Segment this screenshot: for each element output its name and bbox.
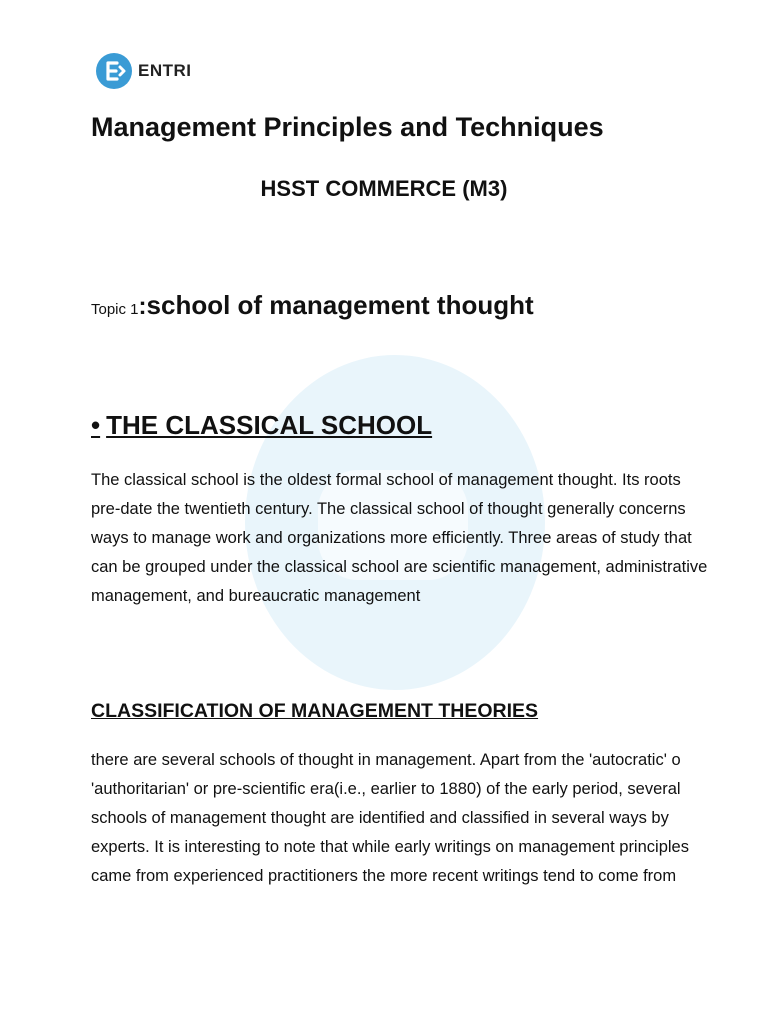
section-paragraph-classical-school: The classical school is the oldest formal school of management thought. Its roots pre-date the twentieth century. The classical school of thought generally concerns ways to manage work and organizations more efficiently. Three areas of study that can be grouped under the classical school are scientific management, administrative management, and bureaucratic management bbox=[91, 471, 708, 605]
entri-logo bbox=[96, 53, 192, 89]
topic-separator: : bbox=[138, 293, 147, 320]
logo-text: ENTRI bbox=[138, 61, 192, 80]
section-heading-text: THE CLASSICAL SCHOOL bbox=[106, 410, 433, 440]
document-subtitle: HSST COMMERCE (M3) bbox=[260, 176, 508, 201]
topic-heading bbox=[91, 290, 534, 321]
section-heading-classification: CLASSIFICATION OF MANAGEMENT THEORIES bbox=[91, 700, 539, 722]
document-title: Management Principles and Techniques bbox=[91, 112, 604, 142]
section-heading-classical-school bbox=[91, 410, 432, 441]
topic-title: school of management thought bbox=[146, 290, 534, 320]
bullet-icon: • bbox=[91, 410, 101, 440]
topic-prefix: Topic 1 bbox=[91, 301, 139, 318]
section-paragraph-classification: there are several schools of thought in management. Apart from the 'autocratic' o 'authoritarian' or pre-scientific era(i.e., earlier to 1880) of the early period, several schools of management thought are identified and classified in several ways by experts. It is interesting to note that while early writings on management principles came from experienced practitioners the more recent writings tend to come from bbox=[91, 751, 689, 885]
entri-logo-icon bbox=[96, 53, 132, 89]
